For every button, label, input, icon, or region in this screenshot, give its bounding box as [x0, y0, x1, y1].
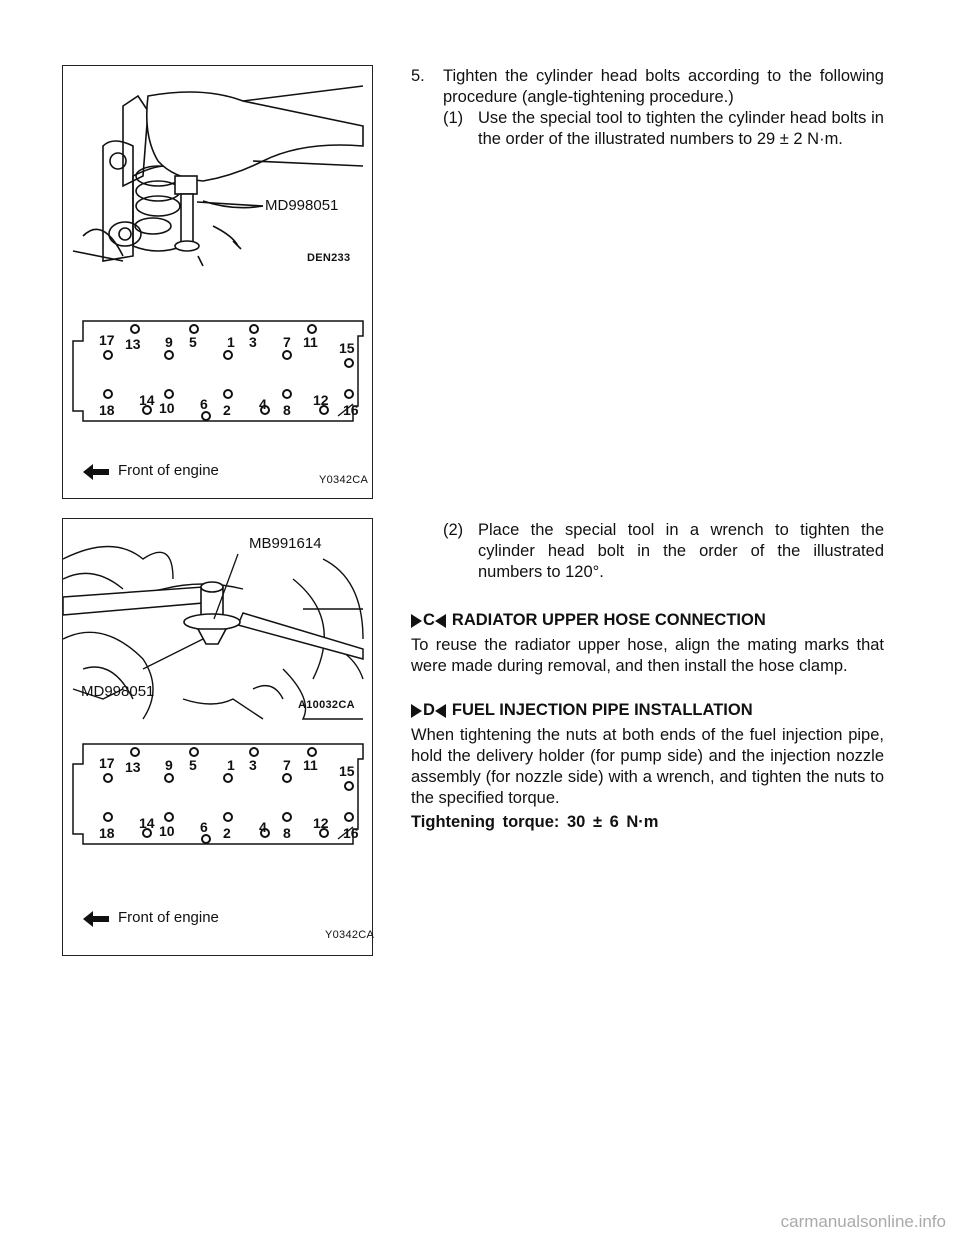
bolt-17: 17 — [99, 332, 115, 348]
bolt-order-diagram-2 — [63, 519, 374, 957]
footer-watermark[interactable]: carmanualsonline.info — [780, 1212, 946, 1231]
sub-step-2-text: Place the special tool in a wrench to tighten the cylinder head bolt in the order of the illustrated numbers to 120°. — [478, 521, 884, 581]
bolt-12: 12 — [313, 392, 329, 408]
bolt-14: 14 — [139, 392, 155, 408]
bolt-5: 5 — [189, 757, 197, 773]
tool-label-mb991614: MB991614 — [249, 535, 322, 552]
bolt-13: 13 — [125, 336, 141, 352]
section-d-letter: D — [423, 701, 435, 719]
bolt-11: 11 — [303, 757, 318, 773]
bolt-16: 16 — [343, 402, 359, 418]
bolt-5: 5 — [189, 334, 197, 350]
bolt-4: 4 — [259, 396, 267, 412]
bolt-14: 14 — [139, 815, 155, 831]
photo-code: A10032CA — [298, 699, 355, 711]
bolt-4: 4 — [259, 819, 267, 835]
arrow-right-icon — [411, 704, 422, 718]
bolt-10: 10 — [159, 823, 175, 839]
bolt-9: 9 — [165, 757, 173, 773]
front-of-engine-label: Front of engine — [118, 909, 219, 926]
diagram-code: Y0342CA — [319, 474, 369, 486]
bolt-12: 12 — [313, 815, 329, 831]
bolt-10: 10 — [159, 400, 175, 416]
section-c-title: RADIATOR UPPER HOSE CONNECTION — [451, 611, 766, 629]
front-of-engine-label: Front of engine — [118, 462, 219, 479]
bolt-3: 3 — [249, 757, 257, 773]
section-c-heading — [411, 610, 766, 631]
arrow-right-icon — [411, 614, 422, 628]
bolt-13: 13 — [125, 759, 141, 775]
section-d-body: When tightening the nuts at both ends of the fuel injection pipe, hold the delivery holder (for pump side) and the injection nozzle assembly (for nozzle side) with a wrench, and tighten the nuts to the specified torque. — [411, 726, 884, 807]
figure-1 — [62, 65, 373, 499]
bolt-7: 7 — [283, 757, 291, 773]
section-c-letter: C — [423, 611, 435, 629]
bolt-2: 2 — [223, 402, 231, 418]
bolt-18: 18 — [99, 825, 115, 841]
bolt-16: 16 — [343, 825, 359, 841]
sub-step-2-number: (2) — [443, 521, 464, 539]
section-d-heading — [411, 700, 753, 721]
diagram-code: Y0342CA — [325, 929, 375, 941]
tool-label-md998051: MD998051 — [81, 683, 155, 700]
bolt-1: 1 — [227, 334, 235, 350]
bolt-15: 15 — [339, 340, 355, 356]
bolt-1: 1 — [227, 757, 235, 773]
section-c-body: To reuse the radiator upper hose, align the mating marks that were made during removal, and then install the hose clamp. — [411, 636, 884, 675]
bolt-8: 8 — [283, 402, 291, 418]
bolt-order-diagram-1 — [63, 66, 374, 500]
bolt-8: 8 — [283, 825, 291, 841]
step-5-text: Tighten the cylinder head bolts according to the following procedure (angle-tightening procedure.) — [443, 67, 884, 106]
bolt-15: 15 — [339, 763, 355, 779]
bolt-2: 2 — [223, 825, 231, 841]
bolt-9: 9 — [165, 334, 173, 350]
bolt-3: 3 — [249, 334, 257, 350]
bolt-7: 7 — [283, 334, 291, 350]
arrow-left-icon — [435, 704, 446, 718]
step-5-number: 5. — [411, 67, 425, 85]
tightening-torque: Tightening torque: 30 ± 6 N·m — [411, 813, 659, 831]
figure-2 — [62, 518, 373, 956]
section-d-title: FUEL INJECTION PIPE INSTALLATION — [451, 701, 753, 719]
bolt-11: 11 — [303, 334, 318, 350]
photo-code: DEN233 — [307, 252, 351, 264]
sub-step-1-text: Use the special tool to tighten the cylinder head bolts in the order of the illustrated numbers to 29 ± 2 N·m. — [478, 109, 884, 148]
arrow-left-icon — [435, 614, 446, 628]
tool-label-md998051: MD998051 — [265, 197, 339, 214]
bolt-6: 6 — [200, 396, 208, 412]
bolt-18: 18 — [99, 402, 115, 418]
bolt-6: 6 — [200, 819, 208, 835]
sub-step-1-number: (1) — [443, 109, 464, 127]
bolt-17: 17 — [99, 755, 115, 771]
